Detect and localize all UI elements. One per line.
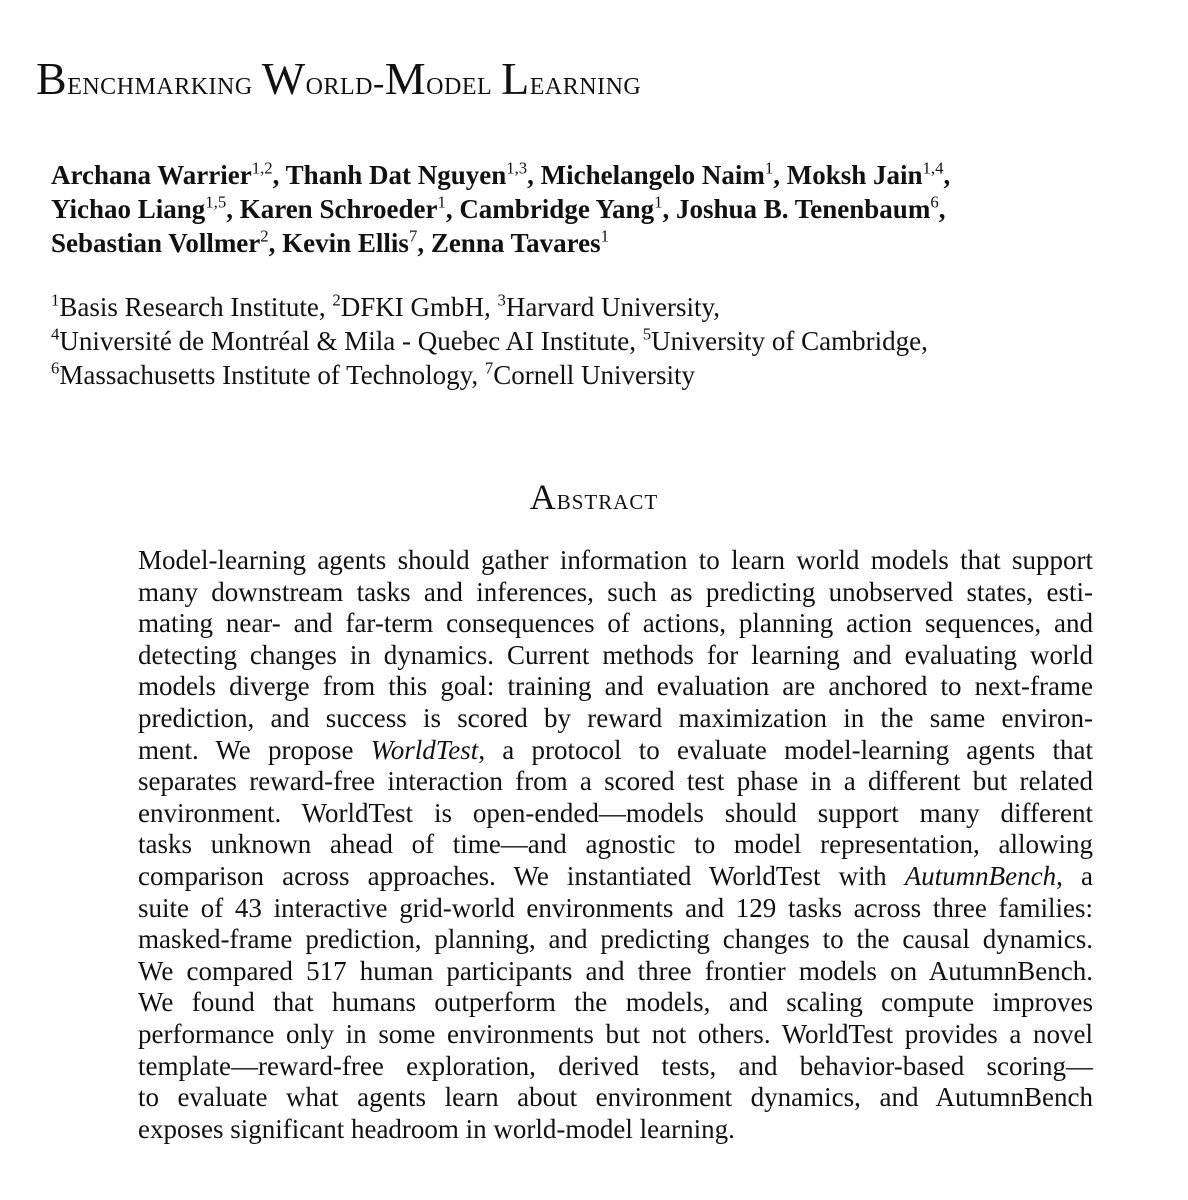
abstract-line: detecting changes in dynamics. Current methods for learning and evaluating world — [138, 639, 1093, 670]
abstract-line: mating near- and far-term consequences of actions, planning action sequences, and — [138, 608, 1093, 639]
abstract-line: separates reward-free interaction from a scored test phase in a different but related — [138, 766, 1093, 797]
abstract-heading: Abstract — [529, 477, 659, 517]
abstract-line: many downstream tasks and inferences, such as predicting unobserved states, esti- — [138, 576, 1093, 607]
abstract-line: environment. WorldTest is open-ended—models should support many different — [138, 797, 1093, 828]
author-list — [51, 158, 1131, 260]
abstract-line: exposes significant headroom in world-model learning. — [138, 1113, 735, 1144]
author-name: Kevin Ellis — [282, 228, 409, 258]
abstract-body — [138, 545, 1093, 1145]
autumnbench-term: AutumnBench — [904, 860, 1057, 891]
abstract-line: suite of 43 interactive grid-world environments and 129 tasks across three families: — [138, 892, 1093, 923]
author-line: Sebastian Vollmer$^2$, Kevin Ellis$^7$, Zenna Tavares$^1$ — [51, 226, 609, 258]
affiliation-line: $^6$Massachusetts Institute of Technology, $^7$Cornell University — [51, 358, 696, 390]
author-name: Zenna Tavares — [430, 228, 601, 258]
author-name: Karen Schroeder — [239, 194, 438, 224]
author-name: Joshua B. Tenenbaum — [675, 194, 931, 224]
abstract-line: We compared 517 human participants and three frontier models on AutumnBench. — [138, 955, 1093, 986]
author-name: Yichao Liang — [51, 194, 206, 224]
abstract-line: to evaluate what agents learn about environment dynamics, and AutumnBench — [138, 1082, 1093, 1113]
author-line: Yichao Liang$^{1,5}$, Karen Schroeder$^1$, Cambridge Yang$^1$, Joshua B. Tenenbaum$^6$, — [51, 192, 946, 224]
author-name: Sebastian Vollmer — [51, 228, 261, 258]
abstract-line: prediction, and success is scored by reward maximization in the same environ- — [138, 702, 1093, 733]
abstract-line: tasks unknown ahead of time—and agnostic to model representation, allowing — [138, 829, 1093, 860]
author-name: Michelangelo Naim — [540, 160, 765, 190]
abstract-line: performance only in some environments but not others. WorldTest provides a novel — [138, 1018, 1093, 1049]
author-name: Cambridge Yang — [459, 194, 655, 224]
author-name: Thanh Dat Nguyen — [285, 160, 507, 190]
affiliation-line: $^1$Basis Research Institute, $^2$DFKI GmbH, $^3$Harvard University, — [51, 290, 721, 322]
abstract-line: Model-learning agents should gather information to learn world models that support — [138, 545, 1093, 575]
paper-title: Benchmarking World-Model Learning — [36, 53, 642, 104]
author-line: Archana Warrier$^{1,2}$, Thanh Dat Nguyen$^{1,3}$, Michelangelo Naim$^1$, Moksh Jain$^{1,4}$, — [51, 158, 951, 190]
abstract-line: We found that humans outperform the models, and scaling compute improves — [138, 987, 1093, 1018]
abstract-line: ment. We propose WorldTest, a protocol to evaluate model-learning agents that — [138, 734, 1093, 765]
affiliation-list — [51, 290, 1151, 392]
worldtest-term: WorldTest — [370, 734, 479, 765]
affiliation-line: $^4$Université de Montréal & Mila - Quebec AI Institute, $^5$University of Cambridge, — [51, 324, 928, 356]
author-name: Archana Warrier — [51, 160, 252, 190]
author-name: Moksh Jain — [786, 160, 923, 190]
abstract-line: comparison across approaches. We instantiated WorldTest with AutumnBench, a — [138, 860, 1093, 891]
abstract-line: masked-frame prediction, planning, and predicting changes to the causal dynamics. — [138, 924, 1093, 955]
abstract-line: models diverge from this goal: training and evaluation are anchored to next-frame — [138, 671, 1093, 702]
abstract-line: template—reward-free exploration, derived tests, and behavior-based scoring— — [138, 1050, 1093, 1081]
